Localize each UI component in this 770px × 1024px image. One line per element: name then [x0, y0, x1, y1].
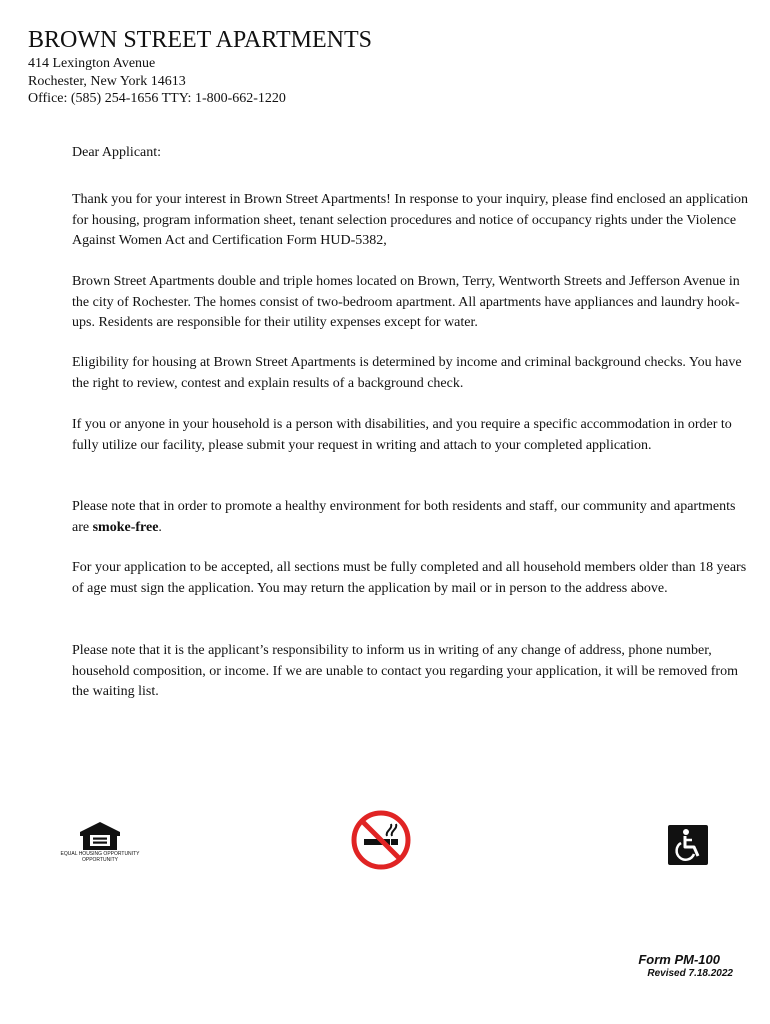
paragraph-changes: Please note that it is the applicant’s responsibility to inform us in writing of any change of address, phone number, household composition, or income. If we are unable to contact you regarding your application, it will be removed from the waiting list.	[72, 643, 738, 699]
page-title: BROWN STREET APARTMENTS	[28, 27, 372, 53]
paragraph-eligibility: Eligibility for housing at Brown Street Apartments is determined by income and criminal background checks. You have the right to review, contest and explain results of a background check.	[72, 355, 742, 391]
eho-caption: EQUAL HOUSING OPPORTUNITY	[60, 851, 140, 857]
paragraph-accommodation: If you or anyone in your household is a person with disabilities, and you require a specific accommodation in order to fully utilize our facility, please submit your request in writing and attach to your completed application.	[72, 417, 732, 453]
paragraph-homes: Brown Street Apartments double and triple homes located on Brown, Terry, Wentworth Streets and Jefferson Avenue in the city of Rochester. The homes consist of two-bedroom apartment. All apartments have appliances and laundry hook-ups. Residents are responsible for their utility expenses except for water.	[72, 274, 740, 330]
equal-housing-opportunity-icon	[60, 820, 140, 863]
smoke-free-period: .	[158, 519, 162, 535]
paragraph-requirements: For your application to be accepted, all sections must be fully completed and all household members older than 18 years of age must sign the application. You may return the application by mail or in person to the address above.	[72, 560, 747, 596]
smoke-free-emphasis: smoke-free	[92, 519, 159, 535]
svg-text:OPPORTUNITY: OPPORTUNITY	[81, 857, 119, 863]
office-contact: Office: (585) 254-1656 TTY: 1-800-662-1220	[28, 91, 286, 106]
address-city: Rochester, New York 14613	[28, 74, 186, 89]
smoke-free-text: Please note that in order to promote a healthy environment for both residents and staff, our community and apartments are	[72, 499, 736, 535]
wheelchair-accessible-icon	[668, 825, 708, 865]
no-smoking-icon	[351, 810, 411, 870]
paragraph-intro: Thank you for your interest in Brown Street Apartments! In response to your inquiry, please find enclosed an application for housing, program information sheet, tenant selection procedures and notice of occupancy rights under the Violence Against Women Act and Certification Form HUD-5382,	[72, 192, 748, 248]
form-code: Form PM-100	[638, 952, 720, 967]
paragraph-smoke-free	[72, 497, 752, 538]
address-street: 414 Lexington Avenue	[28, 56, 156, 71]
form-revised-date: Revised 7.18.2022	[647, 968, 733, 979]
greeting: Dear Applicant:	[72, 145, 162, 160]
